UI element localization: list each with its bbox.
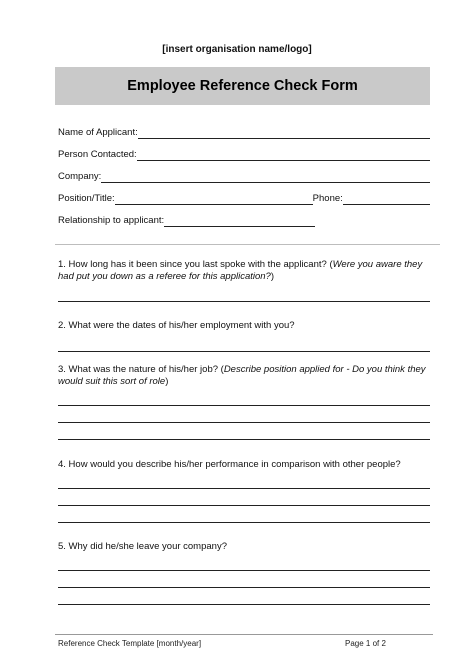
relationship-label: Relationship to applicant: xyxy=(58,215,165,226)
question-1-close: ) xyxy=(270,270,275,282)
answer-line-3b[interactable] xyxy=(58,422,430,423)
answer-line-5a[interactable] xyxy=(58,570,430,571)
field-row-relationship xyxy=(58,213,315,227)
answer-line-4a[interactable] xyxy=(58,488,430,489)
question-3-text: 3. What was the nature of his/her job? ( xyxy=(58,364,224,375)
form-title: Employee Reference Check Form xyxy=(127,78,358,94)
answer-line-5c[interactable] xyxy=(58,604,430,605)
contacted-line[interactable] xyxy=(137,149,430,161)
footer-template-label: Reference Check Template [month/year] xyxy=(58,639,202,648)
question-5: 5. Why did he/she leave your company? xyxy=(58,541,227,552)
field-row-contacted xyxy=(58,147,430,161)
question-1-text: 1. How long has it been since you last spoke with the applicant? ( xyxy=(58,259,333,270)
field-row-company xyxy=(58,169,430,183)
answer-line-1a[interactable] xyxy=(58,301,430,302)
footer-rule xyxy=(55,634,433,635)
applicant-label: Name of Applicant: xyxy=(58,127,138,138)
question-1-hint: Were you aware they had put you down as a referee for this application? xyxy=(58,259,423,282)
footer-page-number: Page 1 of 2 xyxy=(345,639,386,648)
title-band xyxy=(55,67,430,105)
question-3-hint: Describe position applied for - Do you think they would suit this sort of role xyxy=(58,364,426,387)
company-label: Company: xyxy=(58,171,102,182)
answer-line-2a[interactable] xyxy=(58,351,430,352)
question-1 xyxy=(58,259,438,282)
field-row-applicant xyxy=(58,125,430,139)
answer-line-3c[interactable] xyxy=(58,439,430,440)
question-3 xyxy=(58,364,438,387)
phone-line[interactable] xyxy=(343,193,430,205)
position-line[interactable] xyxy=(115,193,313,205)
applicant-line[interactable] xyxy=(138,127,430,139)
question-2: 2. What were the dates of his/her employment with you? xyxy=(58,320,295,331)
question-4: 4. How would you describe his/her performance in comparison with other people? xyxy=(58,459,401,470)
answer-line-4c[interactable] xyxy=(58,522,430,523)
company-line[interactable] xyxy=(101,171,430,183)
field-row-position-phone xyxy=(58,191,430,205)
position-label: Position/Title: xyxy=(58,193,115,204)
question-3-close: ) xyxy=(165,375,169,387)
section-divider xyxy=(55,244,440,245)
relationship-line[interactable] xyxy=(164,215,315,227)
contacted-label: Person Contacted: xyxy=(58,149,137,160)
answer-line-4b[interactable] xyxy=(58,505,430,506)
organisation-placeholder: [insert organisation name/logo] xyxy=(162,44,312,55)
phone-label: Phone: xyxy=(312,193,343,204)
answer-line-5b[interactable] xyxy=(58,587,430,588)
answer-line-3a[interactable] xyxy=(58,405,430,406)
